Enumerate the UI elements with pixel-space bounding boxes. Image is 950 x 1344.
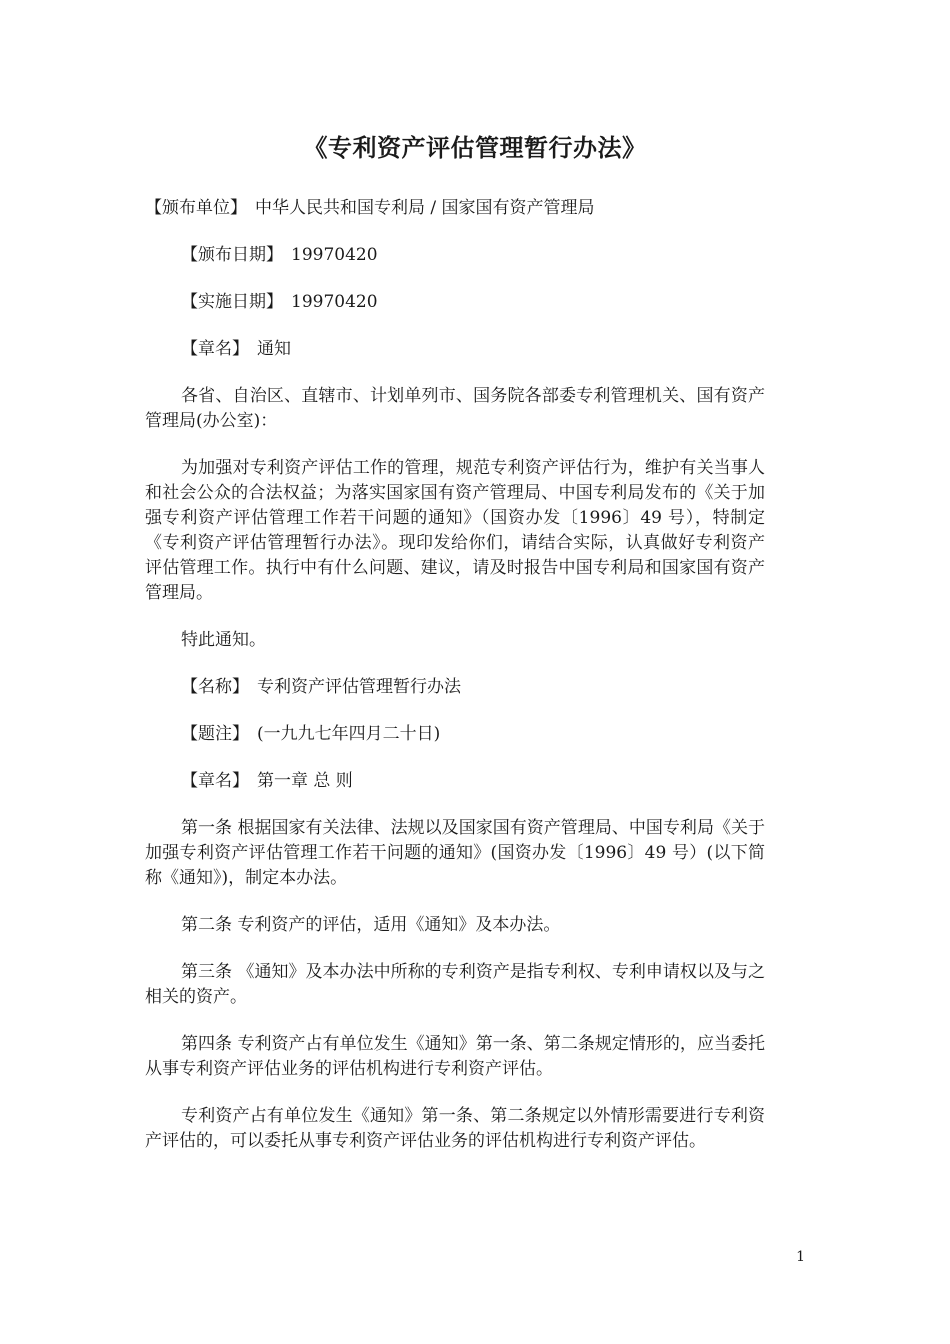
effective-date-line — [145, 290, 765, 315]
article-4: 第四条 专利资产占有单位发生《通知》第一条、第二条规定情形的，应当委托从事专利资产评估业务的评估机构进行专利资产评估。 — [145, 1034, 765, 1079]
notice-chapter-label: 【章名】 — [181, 339, 249, 359]
issue-date-value: 19970420 — [291, 245, 378, 265]
effective-date-value: 19970420 — [291, 292, 378, 312]
issuer-line — [145, 196, 765, 221]
article-2: 第二条 专利资产的评估，适用《通知》及本办法。 — [181, 915, 561, 935]
notice-chapter-line — [145, 337, 765, 362]
notice-body: 为加强对专利资产评估工作的管理，规范专利资产评估行为，维护有关当事人和社会公众的合法权益；为落实国家国有资产管理局、中国专利局发布的《关于加强专利资产评估管理工作若干问题的通知》（国资办发〔1996〕49 号），特制定《专利资产评估管理暂行办法》。现印发给你们，请结合实际，认真做好专利资产评估管理工作。执行中有什么问题、建议，请及时报告中国专利局和国家国有资产管理局。 — [145, 458, 765, 603]
document-note-label: 【题注】 — [181, 724, 249, 744]
document-name-line — [145, 675, 765, 700]
document-note-value: (一九九七年四月二十日) — [257, 724, 441, 744]
document-chapter-line — [145, 769, 765, 794]
document-chapter-label: 【章名】 — [181, 771, 249, 791]
article-1: 第一条 根据国家有关法律、法规以及国家国有资产管理局、中国专利局《关于加强专利资产评估管理工作若干问题的通知》(国资办发〔1996〕49 号）(以下简称《通知》)，制定本办法。 — [145, 818, 766, 888]
issuer-value: 中华人民共和国专利局 / 国家国有资产管理局 — [255, 198, 595, 218]
notice-closing: 特此通知。 — [181, 630, 266, 650]
issue-date-line — [145, 243, 765, 268]
issuer-label: 【颁布单位】 — [145, 198, 247, 218]
page-number: 1 — [796, 1249, 805, 1265]
issue-date-label: 【颁布日期】 — [181, 245, 283, 265]
notice-addressee: 各省、自治区、直辖市、计划单列市、国务院各部委专利管理机关、国有资产管理局(办公室)： — [145, 386, 765, 431]
document-name-label: 【名称】 — [181, 677, 249, 697]
document-chapter-value: 第一章 总 则 — [257, 771, 353, 791]
notice-chapter-value: 通知 — [257, 339, 291, 359]
document-title: 《专利资产评估管理暂行办法》 — [303, 133, 647, 162]
document-body — [145, 196, 765, 1176]
document-note-line — [145, 722, 765, 747]
effective-date-label: 【实施日期】 — [181, 292, 283, 312]
article-3: 第三条 《通知》及本办法中所称的专利资产是指专利权、专利申请权以及与之相关的资产。 — [145, 962, 765, 1007]
document-name-value: 专利资产评估管理暂行办法 — [257, 677, 461, 697]
article-4-paragraph-2: 专利资产占有单位发生《通知》第一条、第二条规定以外情形需要进行专利资产评估的，可以委托从事专利资产评估业务的评估机构进行专利资产评估。 — [145, 1106, 765, 1151]
